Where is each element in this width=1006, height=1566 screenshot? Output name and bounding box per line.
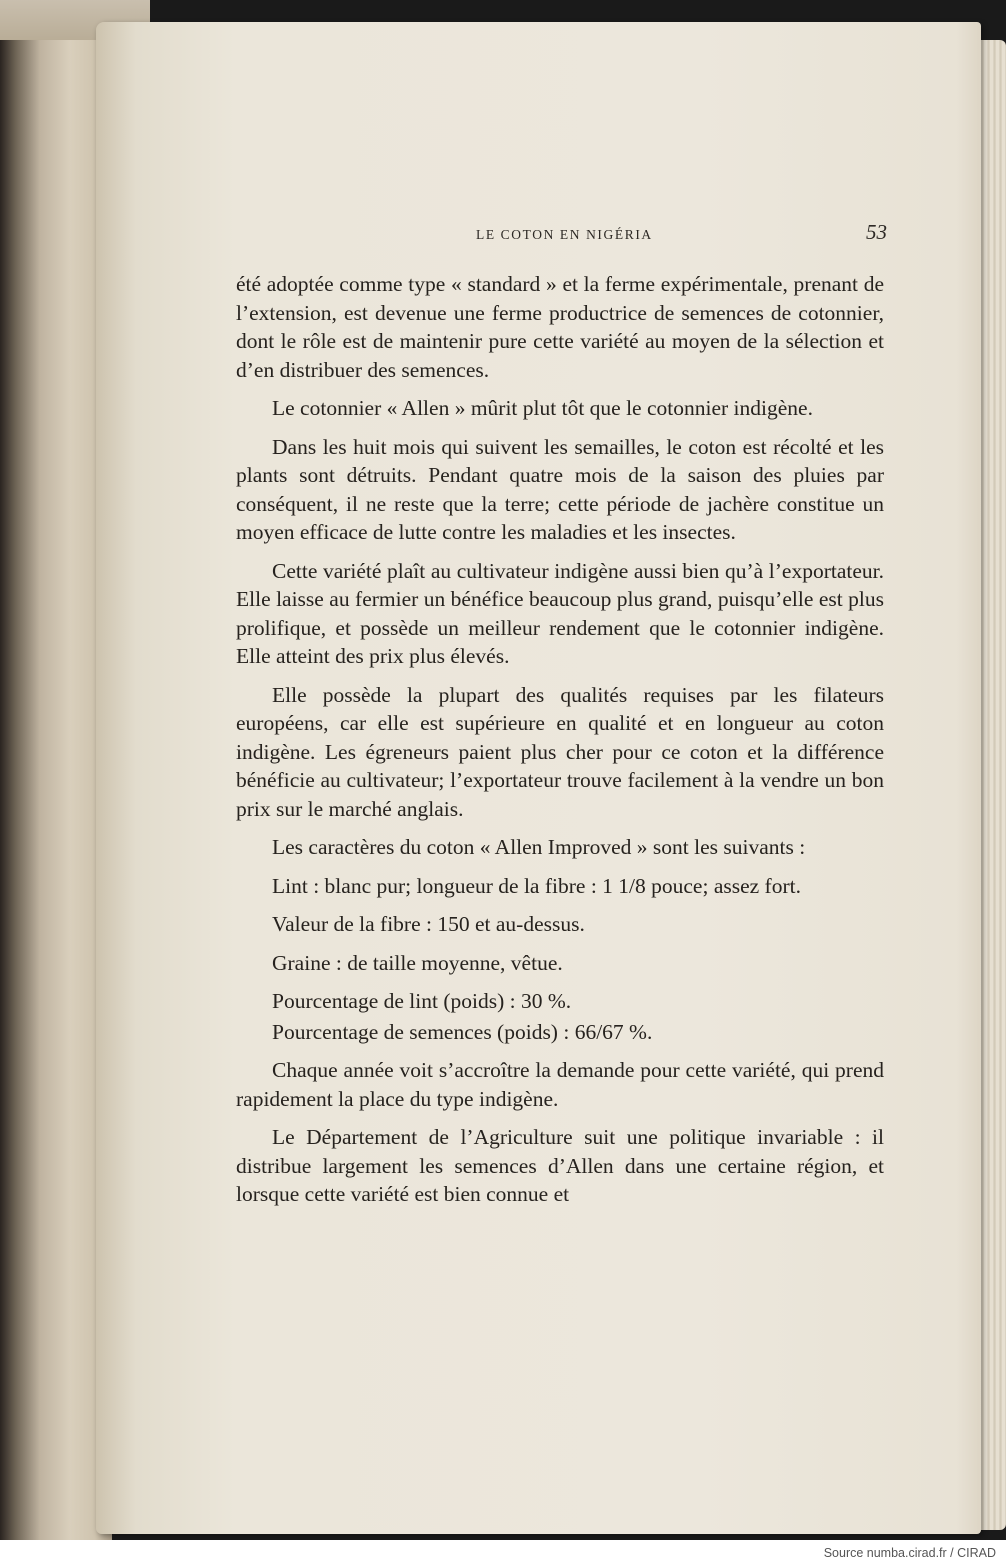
paragraph: Dans les huit mois qui suivent les semailles, le coton est récolté et les plants sont détruits. Pendant quatre mois de la saison des pluies par conséquent, il ne reste que la terre; cette période de jachère constitue un moyen efficace de lutte contre les maladies et les insectes. bbox=[236, 434, 884, 544]
paragraph: Pourcentage de lint (poids) : 30 %. bbox=[272, 989, 572, 1013]
book-page bbox=[96, 22, 981, 1534]
paragraph: Valeur de la fibre : 150 et au-dessus. bbox=[272, 912, 585, 936]
paragraph: Chaque année voit s’accroître la demande pour cette variété, qui prend rapidement la place du type indigène. bbox=[236, 1058, 884, 1111]
running-head: LE COTON EN NIGÉRIA bbox=[476, 227, 653, 242]
source-note: Source numba.cirad.fr / CIRAD bbox=[823, 1546, 996, 1560]
paragraph: été adoptée comme type « standard » et la ferme expérimentale, prenant de l’extension, est devenue une ferme productrice de semences de cotonnier, dont le rôle est de maintenir pure cette variété au moyen de la sélection et d’en distribuer des semences. bbox=[236, 272, 884, 382]
paragraph: Le Département de l’Agriculture suit une politique invariable : il distribue largement les semences d’Allen dans une certaine région, et lorsque cette variété est bien connue et bbox=[236, 1125, 884, 1206]
paragraph: Elle possède la plupart des qualités requises par les filateurs européens, car elle est supérieure en qualité et en longueur au coton indigène. Les égreneurs paient plus cher pour ce coton et la différence bénéficie au cultivateur; l’exportateur trouve facilement à la vendre un bon prix sur le marché anglais. bbox=[236, 682, 884, 821]
paragraph: Lint : blanc pur; longueur de la fibre : 1 1/8 pouce; assez fort. bbox=[272, 873, 801, 898]
body-text bbox=[236, 270, 884, 1219]
paragraph: Pourcentage de semences (poids) : 66/67 %. bbox=[272, 1019, 653, 1044]
paragraph: Les caractères du coton « Allen Improved » sont les suivants : bbox=[272, 835, 806, 859]
page-number: 53 bbox=[866, 220, 887, 244]
paragraph: Cette variété plaît au cultivateur indigène aussi bien qu’à l’exportateur. Elle laisse au fermier un bénéfice beaucoup plus grand, puisqu’elle est plus prolifique, et possède un meilleur rendement que le cotonnier indigène. Elle atteint des prix plus élevés. bbox=[236, 558, 884, 668]
paragraph: Le cotonnier « Allen » mûrit plut tôt que le cotonnier indigène. bbox=[272, 396, 813, 420]
paragraph: Graine : de taille moyenne, vêtue. bbox=[272, 950, 563, 975]
